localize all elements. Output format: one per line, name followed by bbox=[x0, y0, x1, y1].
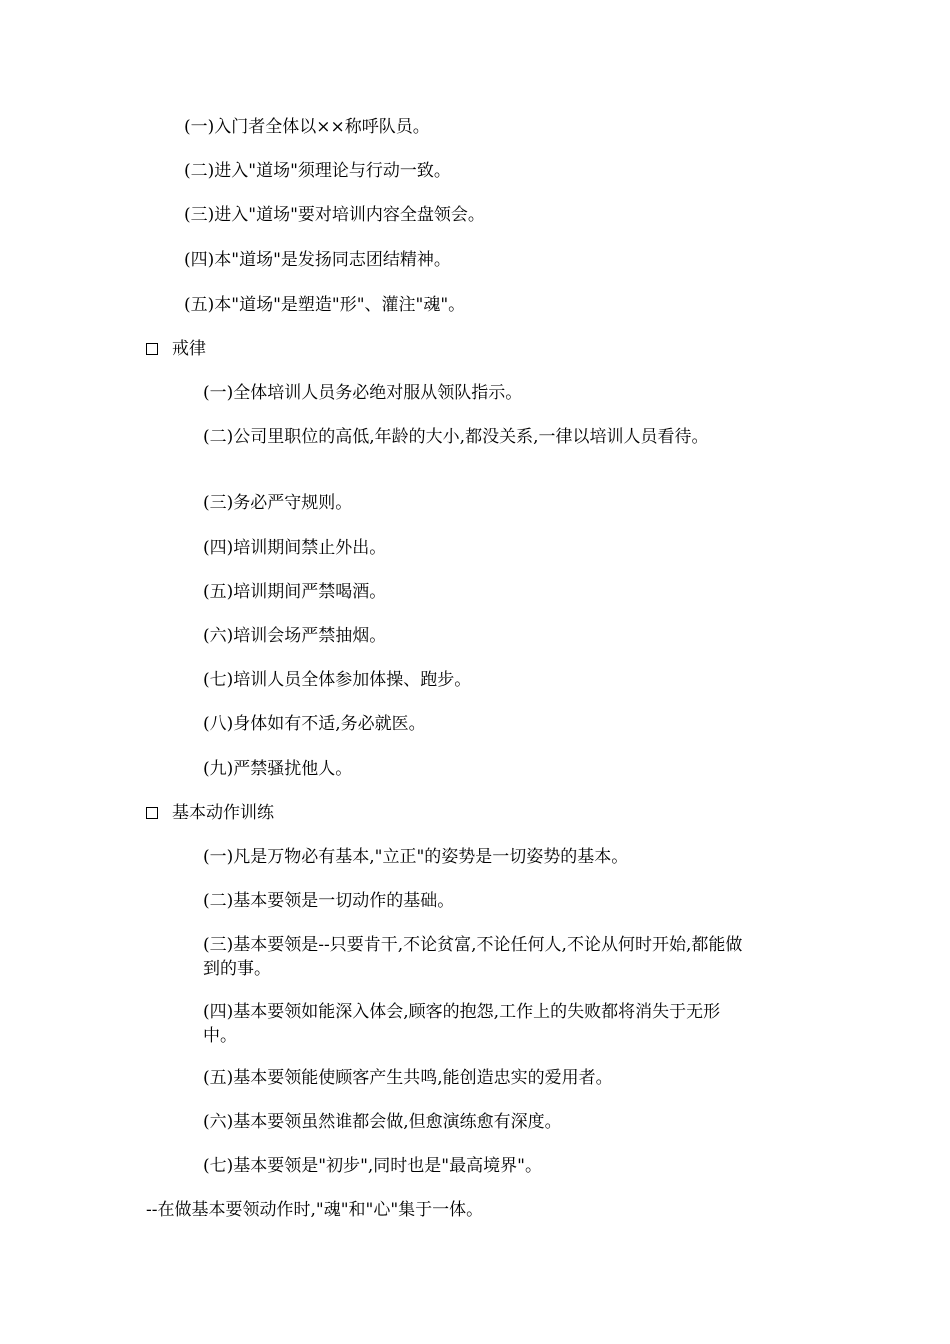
section-heading-discipline bbox=[146, 337, 206, 361]
intro-item: (一)入门者全体以××称呼队员。 bbox=[184, 117, 430, 137]
checkbox-bullet-icon bbox=[146, 343, 158, 355]
list-item: (九)严禁骚扰他人。 bbox=[203, 759, 353, 779]
list-item: (一)全体培训人员务必绝对服从领队指示。 bbox=[203, 383, 523, 403]
list-item: (五)基本要领能使顾客产生共鸣,能创造忠实的爱用者。 bbox=[203, 1068, 613, 1088]
section-title: 基本动作训练 bbox=[172, 803, 274, 823]
list-item: (七)培训人员全体参加体操、跑步。 bbox=[203, 670, 472, 690]
list-item: (一)凡是万物必有基本,"立正"的姿势是一切姿势的基本。 bbox=[203, 847, 629, 867]
intro-item: (五)本"道场"是塑造"形"、灌注"魂"。 bbox=[184, 295, 466, 315]
closing-note: --在做基本要领动作时,"魂"和"心"集于一体。 bbox=[146, 1200, 484, 1220]
list-item: (四)培训期间禁止外出。 bbox=[203, 538, 387, 558]
list-item: (三)务必严守规则。 bbox=[203, 493, 353, 513]
intro-item: (二)进入"道场"须理论与行动一致。 bbox=[184, 161, 451, 181]
list-item: (三)基本要领是--只要肯干,不论贫富,不论任何人,不论从何时开始,都能做到的事。 bbox=[203, 935, 743, 979]
checkbox-bullet-icon bbox=[146, 807, 158, 819]
list-item: (六)基本要领虽然谁都会做,但愈演练愈有深度。 bbox=[203, 1112, 562, 1132]
intro-item: (三)进入"道场"要对培训内容全盘领会。 bbox=[184, 205, 485, 225]
intro-item: (四)本"道场"是发扬同志团结精神。 bbox=[184, 250, 451, 270]
section-heading-basic-training bbox=[146, 801, 274, 825]
list-item: (八)身体如有不适,务必就医。 bbox=[203, 714, 426, 734]
list-item: (四)基本要领如能深入体会,顾客的抱怨,工作上的失败都将消失于无形中。 bbox=[203, 1002, 721, 1046]
list-item: (六)培训会场严禁抽烟。 bbox=[203, 626, 387, 646]
list-item: (七)基本要领是"初步",同时也是"最高境界"。 bbox=[203, 1156, 542, 1176]
list-item: (二)公司里职位的高低,年龄的大小,都没关系,一律以培训人员看待。 bbox=[203, 427, 709, 447]
list-item: (五)培训期间严禁喝酒。 bbox=[203, 582, 387, 602]
list-item: (二)基本要领是一切动作的基础。 bbox=[203, 891, 455, 911]
section-title: 戒律 bbox=[172, 339, 206, 359]
